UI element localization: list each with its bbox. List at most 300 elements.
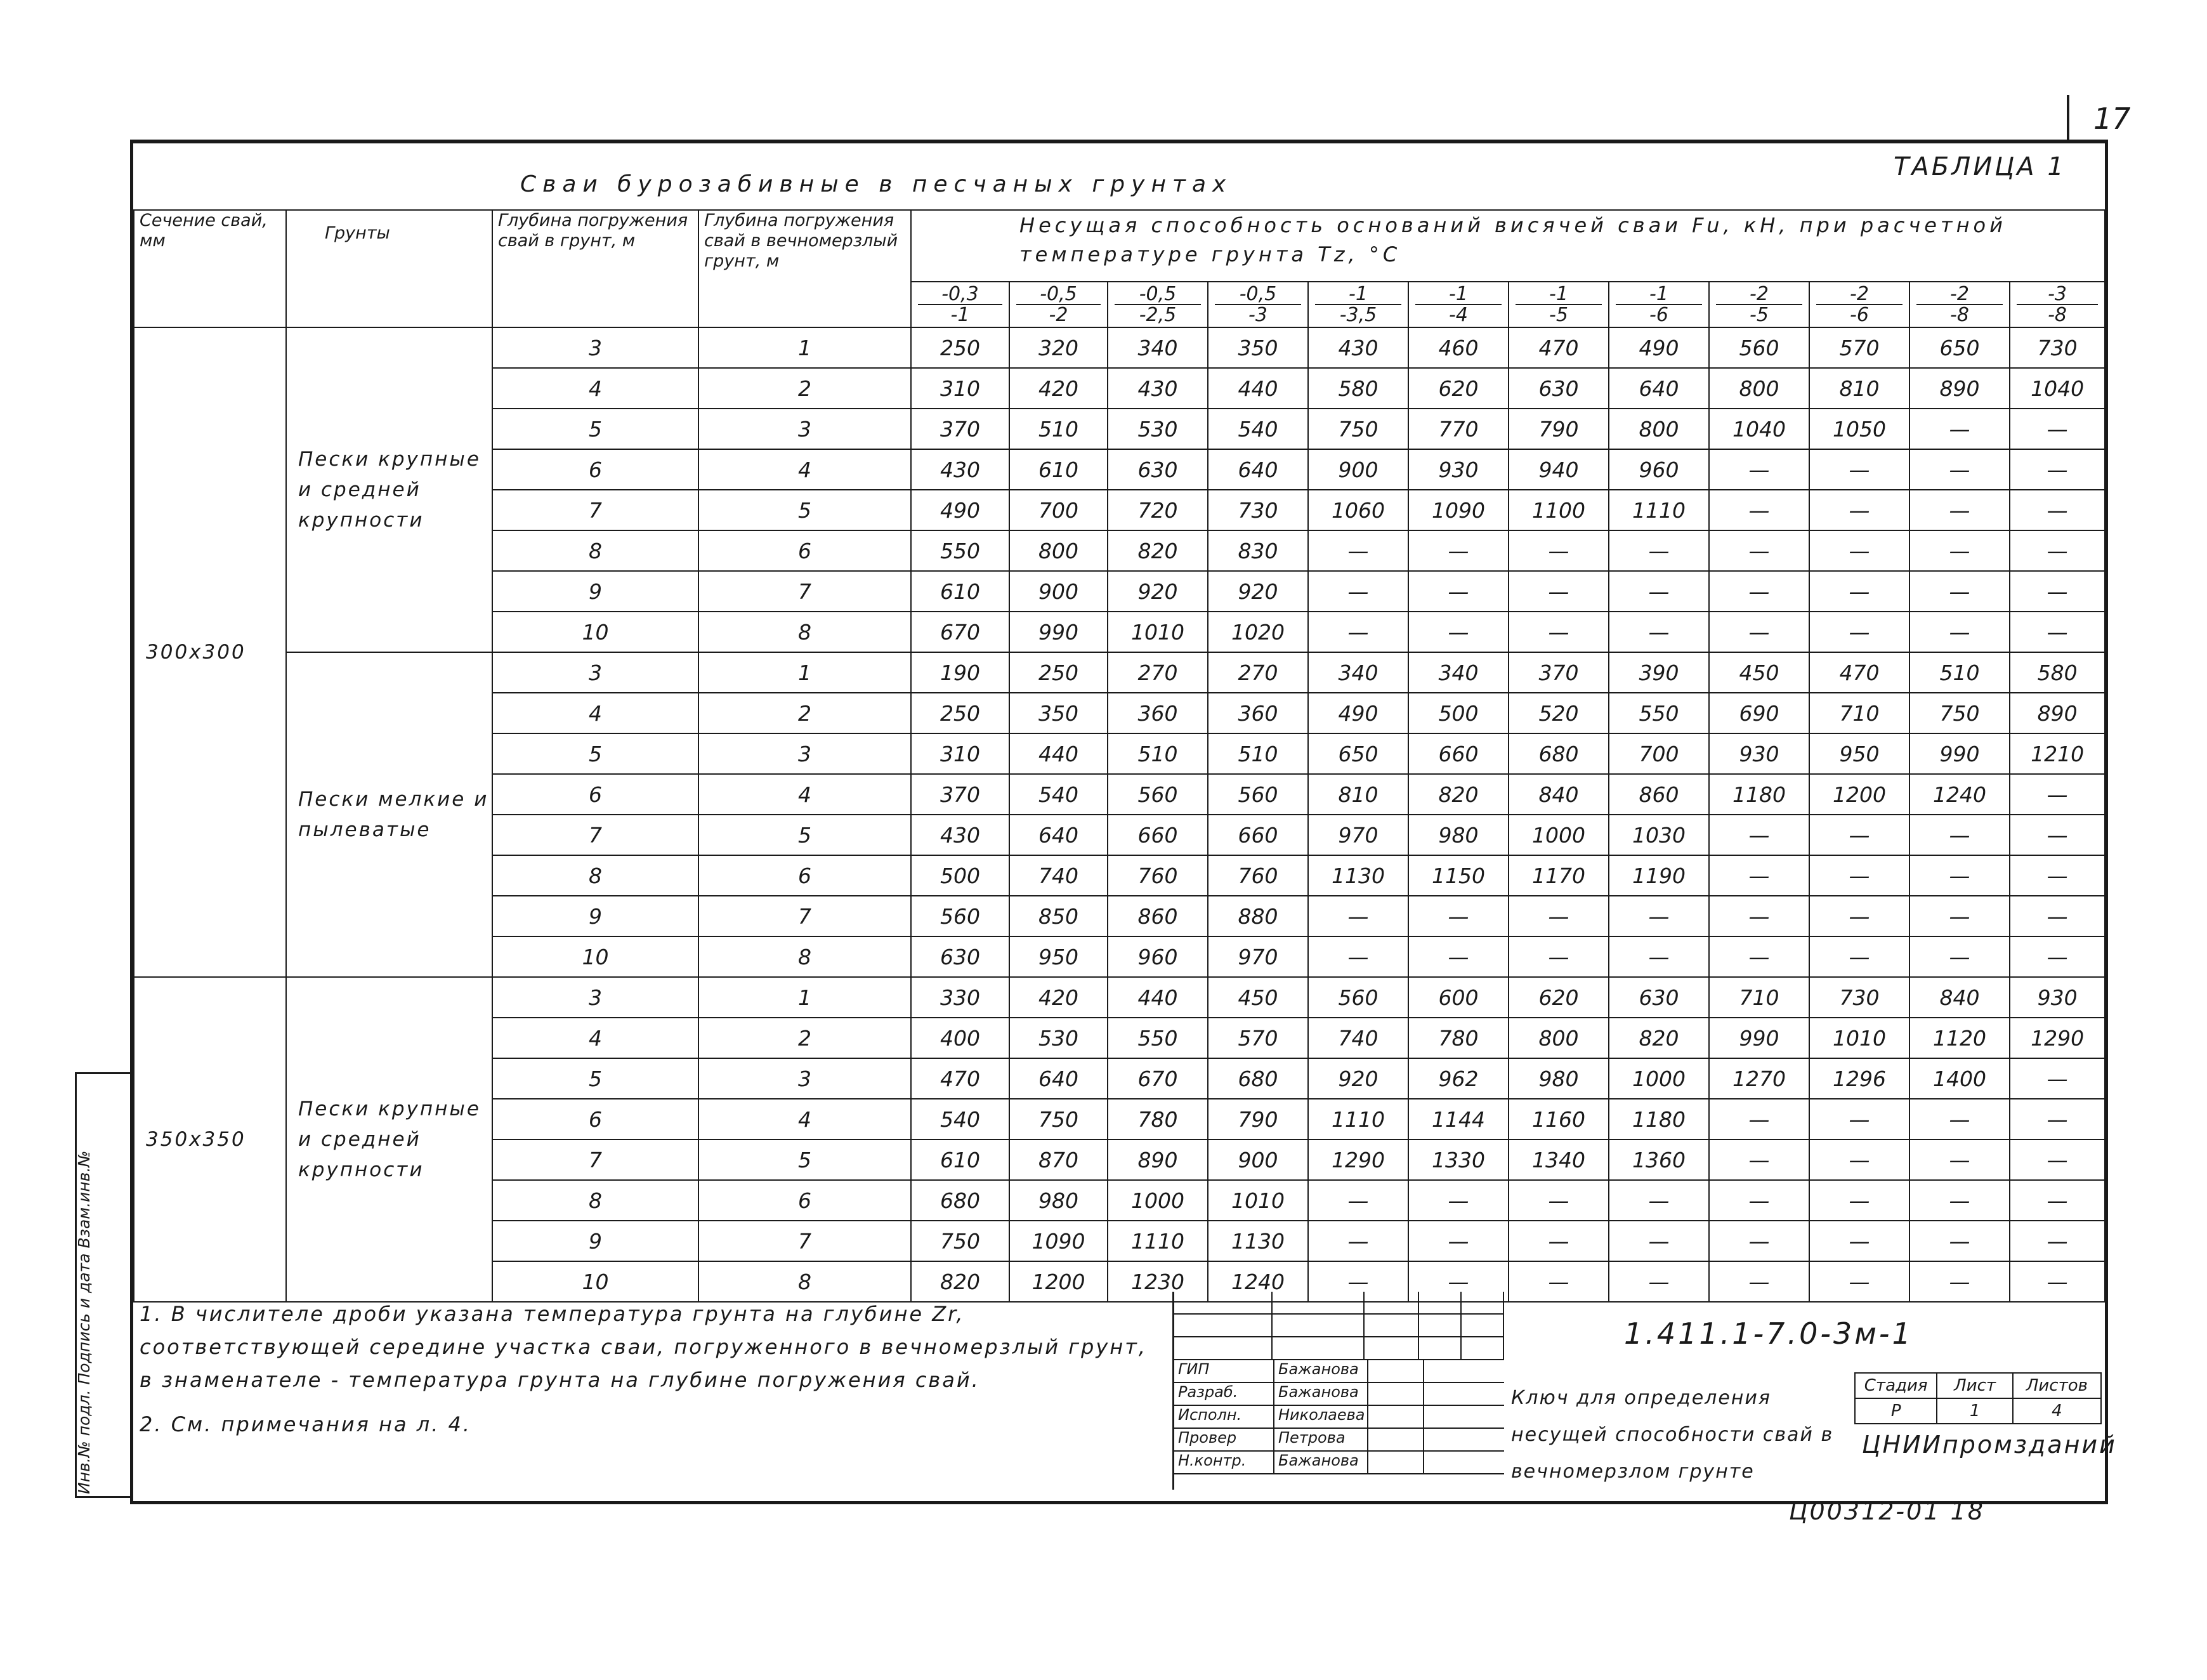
capacity-cell: 530	[1009, 1018, 1108, 1058]
capacity-cell: —	[1308, 1261, 1408, 1302]
capacity-cell: 420	[1009, 368, 1108, 409]
capacity-cell: —	[1709, 815, 1809, 855]
capacity-cell: 530	[1108, 409, 1208, 449]
capacity-cell: 570	[1208, 1018, 1308, 1058]
capacity-cell: 510	[1108, 733, 1208, 774]
sheet-value: 1	[1936, 1398, 2014, 1424]
capacity-cell: 1360	[1609, 1139, 1709, 1180]
capacity-cell: 1000	[1509, 815, 1609, 855]
signature-grid-row	[1174, 1337, 1504, 1360]
capacity-cell: —	[1308, 936, 1408, 977]
capacity-cell: —	[1709, 490, 1809, 530]
depth-total-cell: 5	[492, 409, 698, 449]
capacity-cell: 610	[1009, 449, 1108, 490]
temperature-numerator: -0,5	[1215, 284, 1301, 305]
depth-total-cell: 9	[492, 896, 698, 936]
capacity-cell: 450	[1709, 652, 1809, 693]
temperature-numerator: -2	[1716, 284, 1802, 305]
signature-mark	[1368, 1429, 1424, 1450]
capacity-cell: —	[1909, 449, 2010, 490]
temperature-numerator: -0,3	[918, 284, 1002, 305]
capacity-cell: 640	[1009, 815, 1108, 855]
capacity-cell: —	[1609, 571, 1709, 612]
capacity-cell: —	[1909, 896, 2010, 936]
page-number: 17	[2093, 102, 2131, 136]
depth-frozen-cell: 2	[698, 1018, 911, 1058]
stage-header: Стадия	[1854, 1372, 1937, 1399]
capacity-cell: 780	[1408, 1018, 1509, 1058]
temperature-denominator: -4	[1449, 304, 1468, 326]
depth-frozen-cell: 5	[698, 490, 911, 530]
capacity-cell: —	[1609, 1261, 1709, 1302]
capacity-cell: 890	[2010, 693, 2105, 733]
table-row	[134, 977, 2105, 1018]
signature-grid-cell	[1174, 1292, 1273, 1313]
capacity-cell: 930	[1709, 733, 1809, 774]
depth-total-cell: 10	[492, 936, 698, 977]
capacity-cell: 1040	[1709, 409, 1809, 449]
temperature-header	[1108, 282, 1208, 327]
capacity-cell: 1100	[1509, 490, 1609, 530]
capacity-cell: 510	[1009, 409, 1108, 449]
capacity-cell: 550	[1609, 693, 1709, 733]
depth-frozen-cell: 6	[698, 530, 911, 571]
capacity-cell: 1180	[1609, 1099, 1709, 1139]
capacity-cell: 730	[1208, 490, 1308, 530]
temperature-numerator: -0,5	[1115, 284, 1201, 305]
capacity-cell: 630	[1108, 449, 1208, 490]
capacity-cell: 880	[1208, 896, 1308, 936]
capacity-cell: 1240	[1909, 774, 2010, 815]
depth-total-cell: 4	[492, 1018, 698, 1058]
depth-total-cell: 3	[492, 327, 698, 368]
capacity-cell: —	[1308, 571, 1408, 612]
capacity-cell: —	[1408, 936, 1509, 977]
capacity-cell: —	[1809, 1261, 1909, 1302]
capacity-cell: 790	[1208, 1099, 1308, 1139]
header-soils: Грунты	[286, 210, 492, 327]
capacity-cell: 680	[1208, 1058, 1308, 1099]
temperature-denominator: -5	[1750, 304, 1769, 326]
capacity-cell: 970	[1308, 815, 1408, 855]
capacity-cell: —	[1809, 1180, 1909, 1221]
table-label: ТАБЛИЦА 1	[1894, 152, 2066, 181]
document-code: 1.411.1-7.0-3м-1	[1624, 1316, 1913, 1351]
capacity-cell: 1020	[1208, 612, 1308, 652]
capacity-cell: —	[1308, 1180, 1408, 1221]
capacity-cell: 1110	[1108, 1221, 1208, 1261]
sheets-header: Листов	[2012, 1372, 2102, 1399]
capacity-cell: 1330	[1408, 1139, 1509, 1180]
temperature-numerator: -0,5	[1016, 284, 1101, 305]
depth-total-cell: 6	[492, 774, 698, 815]
capacity-cell: —	[1809, 1139, 1909, 1180]
depth-total-cell: 3	[492, 652, 698, 693]
capacity-cell: —	[1809, 896, 1909, 936]
capacity-cell: 540	[1009, 774, 1108, 815]
signature-grid-cell	[1462, 1292, 1504, 1313]
header-capacity: Несущая способность оснований висячей сваи Fu, кН, при расчетной температуре грунта Tz, °C	[911, 210, 2105, 282]
capacity-cell: 950	[1809, 733, 1909, 774]
section-300: 300x300	[134, 327, 286, 977]
capacity-cell: 1130	[1208, 1221, 1308, 1261]
capacity-cell: 840	[1509, 774, 1609, 815]
capacity-cell: 360	[1108, 693, 1208, 733]
capacity-cell: —	[2010, 530, 2105, 571]
capacity-cell: 670	[911, 612, 1009, 652]
depth-total-cell: 10	[492, 1261, 698, 1302]
temperature-numerator: -1	[1315, 284, 1401, 305]
signature-row	[1174, 1406, 1504, 1429]
signature-name: Бажанова	[1274, 1360, 1368, 1382]
capacity-cell: 270	[1108, 652, 1208, 693]
temperature-denominator: -5	[1549, 304, 1568, 326]
capacity-cell: —	[1509, 1261, 1609, 1302]
signature-grid	[1174, 1292, 1504, 1474]
capacity-cell: 960	[1108, 936, 1208, 977]
temperature-header	[1308, 282, 1408, 327]
capacity-cell: —	[2010, 1139, 2105, 1180]
capacity-cell: 850	[1009, 896, 1108, 936]
capacity-cell: —	[1809, 571, 1909, 612]
depth-frozen-cell: 1	[698, 327, 911, 368]
capacity-cell: 820	[911, 1261, 1009, 1302]
capacity-cell: 430	[911, 449, 1009, 490]
depth-frozen-cell: 8	[698, 936, 911, 977]
capacity-cell: 870	[1009, 1139, 1108, 1180]
temperature-denominator: -3,5	[1339, 304, 1377, 326]
capacity-cell: 190	[911, 652, 1009, 693]
capacity-cell: 510	[1909, 652, 2010, 693]
archive-number: Ц00312-01 18	[1789, 1497, 1985, 1525]
capacity-cell: —	[1809, 1099, 1909, 1139]
signature-name: Петрова	[1274, 1429, 1368, 1450]
sheet-header: Лист	[1936, 1372, 2014, 1399]
depth-frozen-cell: 7	[698, 571, 911, 612]
capacity-cell: 470	[911, 1058, 1009, 1099]
capacity-cell: 1110	[1609, 490, 1709, 530]
signature-row	[1174, 1383, 1504, 1406]
depth-total-cell: 5	[492, 1058, 698, 1099]
capacity-cell: 680	[911, 1180, 1009, 1221]
capacity-cell: —	[1909, 855, 2010, 896]
capacity-cell: 1160	[1509, 1099, 1609, 1139]
capacity-cell: 950	[1009, 936, 1108, 977]
temperature-numerator: -1	[1516, 284, 1602, 305]
capacity-cell: 710	[1709, 977, 1809, 1018]
capacity-cell: 900	[1308, 449, 1408, 490]
capacity-table	[133, 209, 2105, 1303]
depth-frozen-cell: 4	[698, 1099, 911, 1139]
capacity-cell: —	[1909, 1180, 2010, 1221]
capacity-cell: —	[2010, 490, 2105, 530]
temperature-numerator: -2	[1916, 284, 2003, 305]
capacity-cell: —	[2010, 612, 2105, 652]
capacity-cell: 820	[1609, 1018, 1709, 1058]
signature-grid-cell	[1462, 1315, 1504, 1336]
signature-row	[1174, 1429, 1504, 1452]
capacity-cell: —	[1709, 936, 1809, 977]
notes	[140, 1297, 1155, 1441]
signature-role: ГИП	[1174, 1360, 1274, 1382]
capacity-cell: —	[1909, 409, 2010, 449]
capacity-cell: 370	[911, 774, 1009, 815]
depth-frozen-cell: 5	[698, 815, 911, 855]
capacity-cell: —	[2010, 571, 2105, 612]
temperature-denominator: -6	[1850, 304, 1869, 326]
temperature-header	[911, 282, 1009, 327]
capacity-cell: —	[1408, 571, 1509, 612]
temperature-numerator: -1	[1415, 284, 1502, 305]
capacity-cell: —	[1709, 612, 1809, 652]
depth-frozen-cell: 5	[698, 1139, 911, 1180]
depth-total-cell: 6	[492, 1099, 698, 1139]
temperature-denominator: -1	[950, 304, 970, 326]
capacity-cell: 430	[911, 815, 1009, 855]
depth-frozen-cell: 7	[698, 1221, 911, 1261]
capacity-cell: 390	[1609, 652, 1709, 693]
capacity-cell: 640	[1009, 1058, 1108, 1099]
signature-role: Исполн.	[1174, 1406, 1274, 1427]
capacity-cell: —	[1509, 936, 1609, 977]
organization: ЦНИИпромзданий	[1862, 1431, 2117, 1459]
capacity-cell: 1130	[1308, 855, 1408, 896]
capacity-cell: 1170	[1509, 855, 1609, 896]
document-name: Ключ для определения несущей способности свай в вечномерзлом грунте	[1511, 1387, 1834, 1483]
capacity-cell: —	[1509, 1180, 1609, 1221]
capacity-cell: 1150	[1408, 855, 1509, 896]
capacity-cell: —	[1408, 1261, 1509, 1302]
capacity-cell: 540	[1208, 409, 1308, 449]
capacity-cell: 310	[911, 368, 1009, 409]
table-row	[134, 652, 2105, 693]
depth-frozen-cell: 1	[698, 977, 911, 1018]
depth-total-cell: 4	[492, 693, 698, 733]
capacity-cell: 560	[1208, 774, 1308, 815]
capacity-cell: 890	[1909, 368, 2010, 409]
capacity-cell: —	[1809, 815, 1909, 855]
capacity-cell: —	[1408, 612, 1509, 652]
capacity-cell: 1010	[1108, 612, 1208, 652]
capacity-cell: 710	[1809, 693, 1909, 733]
signature-name: Бажанова	[1274, 1383, 1368, 1405]
signature-grid-cell	[1174, 1315, 1273, 1336]
capacity-cell: 962	[1408, 1058, 1509, 1099]
depth-total-cell: 9	[492, 571, 698, 612]
table-row	[134, 327, 2105, 368]
capacity-cell: 610	[911, 1139, 1009, 1180]
signature-grid-cell	[1419, 1292, 1462, 1313]
capacity-cell: 1000	[1108, 1180, 1208, 1221]
capacity-cell: 1050	[1809, 409, 1909, 449]
capacity-cell: 490	[911, 490, 1009, 530]
capacity-cell: —	[1509, 530, 1609, 571]
capacity-cell: —	[2010, 449, 2105, 490]
capacity-cell: 840	[1909, 977, 2010, 1018]
capacity-cell: 650	[1909, 327, 2010, 368]
depth-total-cell: 8	[492, 530, 698, 571]
capacity-cell: 740	[1308, 1018, 1408, 1058]
capacity-cell: 370	[1509, 652, 1609, 693]
temperature-denominator: -8	[1950, 304, 1969, 326]
signature-grid-cell	[1273, 1337, 1365, 1359]
capacity-cell: 470	[1509, 327, 1609, 368]
capacity-cell: —	[2010, 1180, 2105, 1221]
signature-row	[1174, 1452, 1504, 1474]
capacity-cell: 620	[1509, 977, 1609, 1018]
capacity-cell: 730	[2010, 327, 2105, 368]
capacity-cell: 340	[1108, 327, 1208, 368]
capacity-cell: 980	[1009, 1180, 1108, 1221]
capacity-cell: 750	[1909, 693, 2010, 733]
capacity-cell: 500	[911, 855, 1009, 896]
capacity-cell: 780	[1108, 1099, 1208, 1139]
capacity-cell: —	[1709, 530, 1809, 571]
capacity-cell: —	[1509, 571, 1609, 612]
stage-box	[1856, 1374, 2102, 1424]
capacity-cell: 940	[1509, 449, 1609, 490]
capacity-cell: 440	[1009, 733, 1108, 774]
capacity-cell: 440	[1108, 977, 1208, 1018]
signature-grid-cell	[1365, 1315, 1419, 1336]
capacity-cell: —	[1809, 855, 1909, 896]
capacity-cell: 1090	[1009, 1221, 1108, 1261]
capacity-cell: 810	[1308, 774, 1408, 815]
capacity-cell: 490	[1609, 327, 1709, 368]
capacity-cell: —	[1809, 490, 1909, 530]
capacity-cell: 760	[1108, 855, 1208, 896]
signature-grid-cell	[1365, 1337, 1419, 1359]
depth-frozen-cell: 3	[698, 733, 911, 774]
capacity-cell: —	[1709, 1221, 1809, 1261]
capacity-cell: 560	[911, 896, 1009, 936]
capacity-cell: 1290	[2010, 1018, 2105, 1058]
capacity-cell: 820	[1408, 774, 1509, 815]
capacity-cell: 1040	[2010, 368, 2105, 409]
capacity-cell: 540	[911, 1099, 1009, 1139]
temperature-header	[1809, 282, 1909, 327]
section-350: 350x350	[134, 977, 286, 1302]
capacity-cell: 1240	[1208, 1261, 1308, 1302]
depth-frozen-cell: 3	[698, 1058, 911, 1099]
header-depth-total: Глубина погружения свай в грунт, м	[492, 210, 698, 327]
capacity-cell: 250	[1009, 652, 1108, 693]
capacity-cell: 580	[1308, 368, 1408, 409]
capacity-cell: 440	[1208, 368, 1308, 409]
capacity-cell: —	[1909, 1139, 2010, 1180]
capacity-cell: —	[1709, 1099, 1809, 1139]
capacity-cell: —	[1308, 1221, 1408, 1261]
header-section: Сечение свай, мм	[134, 210, 286, 327]
capacity-cell: 640	[1208, 449, 1308, 490]
capacity-cell: 900	[1009, 571, 1108, 612]
capacity-cell: 660	[1408, 733, 1509, 774]
capacity-cell: 990	[1009, 612, 1108, 652]
capacity-cell: 430	[1308, 327, 1408, 368]
capacity-cell: 250	[911, 327, 1009, 368]
depth-frozen-cell: 6	[698, 855, 911, 896]
signature-grid-cell	[1419, 1315, 1462, 1336]
capacity-cell: 460	[1408, 327, 1509, 368]
temperature-header	[1509, 282, 1609, 327]
capacity-cell: 990	[1909, 733, 2010, 774]
capacity-cell: 750	[1009, 1099, 1108, 1139]
capacity-cell: —	[1909, 1099, 2010, 1139]
capacity-cell: 740	[1009, 855, 1108, 896]
capacity-cell: 810	[1809, 368, 1909, 409]
temperature-numerator: -2	[1816, 284, 1902, 305]
capacity-cell: —	[1909, 490, 2010, 530]
depth-total-cell: 4	[492, 368, 698, 409]
capacity-cell: 980	[1408, 815, 1509, 855]
capacity-cell: —	[2010, 1058, 2105, 1099]
temperature-header	[1208, 282, 1308, 327]
depth-frozen-cell: 7	[698, 896, 911, 936]
capacity-cell: —	[1609, 612, 1709, 652]
depth-total-cell: 7	[492, 490, 698, 530]
signature-mark	[1368, 1406, 1424, 1427]
depth-frozen-cell: 2	[698, 368, 911, 409]
capacity-cell: —	[1609, 1221, 1709, 1261]
capacity-cell: 770	[1408, 409, 1509, 449]
capacity-cell: 1270	[1709, 1058, 1809, 1099]
note-1: 1. В числителе дроби указана температура грунта на глубине Zr, соответствующей середине участка сваи, погруженного в вечномерзлый грунт, в знаменателе - температура грунта на глубине погружения свай.	[140, 1302, 1148, 1392]
capacity-cell: —	[1709, 1261, 1809, 1302]
capacity-cell: 620	[1408, 368, 1509, 409]
capacity-cell: 630	[911, 936, 1009, 977]
capacity-cell: 350	[1208, 327, 1308, 368]
temperature-header	[1909, 282, 2010, 327]
capacity-cell: 800	[1009, 530, 1108, 571]
capacity-cell: —	[1709, 855, 1809, 896]
capacity-cell: 760	[1208, 855, 1308, 896]
depth-total-cell: 8	[492, 1180, 698, 1221]
signature-row	[1174, 1360, 1504, 1383]
capacity-cell: 680	[1509, 733, 1609, 774]
capacity-cell: 360	[1208, 693, 1308, 733]
capacity-cell: —	[2010, 1099, 2105, 1139]
signature-role: Провер	[1174, 1429, 1274, 1450]
depth-total-cell: 3	[492, 977, 698, 1018]
capacity-cell: —	[2010, 409, 2105, 449]
depth-total-cell: 9	[492, 1221, 698, 1261]
capacity-cell: 570	[1809, 327, 1909, 368]
capacity-cell: 1296	[1809, 1058, 1909, 1099]
capacity-cell: 1190	[1609, 855, 1709, 896]
capacity-cell: 1090	[1408, 490, 1509, 530]
capacity-cell: 890	[1108, 1139, 1208, 1180]
temperature-denominator: -8	[2048, 304, 2067, 326]
signature-name: Бажанова	[1274, 1452, 1368, 1473]
depth-total-cell: 10	[492, 612, 698, 652]
stage-value: Р	[1854, 1398, 1937, 1424]
capacity-cell: 500	[1408, 693, 1509, 733]
depth-frozen-cell: 2	[698, 693, 911, 733]
capacity-cell: 700	[1609, 733, 1709, 774]
capacity-cell: 610	[911, 571, 1009, 612]
depth-total-cell: 8	[492, 855, 698, 896]
capacity-cell: 930	[1408, 449, 1509, 490]
capacity-cell: 960	[1609, 449, 1709, 490]
capacity-cell: —	[1408, 1180, 1509, 1221]
capacity-cell: —	[1308, 896, 1408, 936]
capacity-cell: —	[1809, 612, 1909, 652]
capacity-cell: 1110	[1308, 1099, 1408, 1139]
signature-grid-cell	[1273, 1315, 1365, 1336]
soil-group-g2: Пески мелкие и пылеватые	[286, 652, 492, 977]
capacity-cell: —	[2010, 815, 2105, 855]
soil-group-g1: Пески крупные и средней крупности	[286, 327, 492, 652]
